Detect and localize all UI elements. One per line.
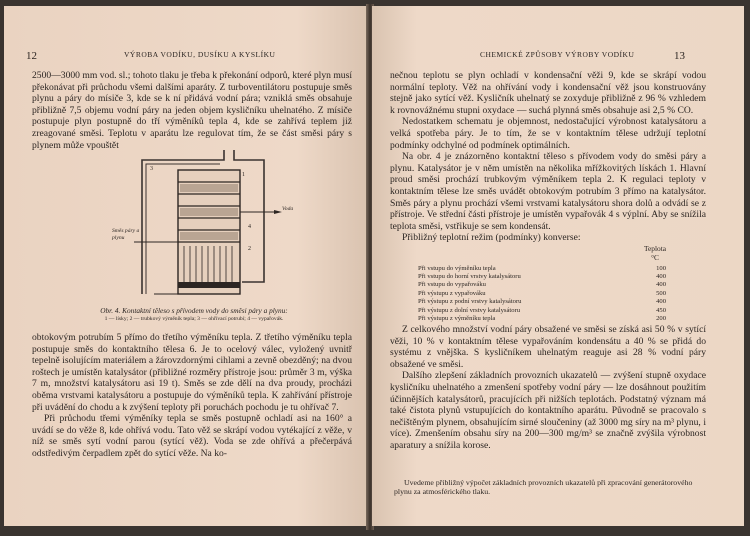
table-row <box>418 306 666 314</box>
left-bottom-text: obtokovým potrubím 5 přímo do třetího výměníku tepla. Z třetího výměníku tepla postupuje směs do kontaktního tělesa 6. Je to ocelový válec, vyložený uvnitř tepelně isolujícím materiálem a žárovzdornými cihlami a zevně obezděný; na dvou roštech je umístěn katalysátor (přibližné rozměry přístroje jsou: průměr 3 m, výška 7 m, množství katalysátoru asi 19 t). Směs se zde dělí na dva proudy, procházi oběma vrstvami katalysátoru a postupuje do výměníků tepla. K zahřívání přístroje při uvádění do chodu a k zvýšení teploty při poruchách pochodu je tu ohřívač 7. Při průchodu třemi výměníky tepla se směs postupně ochladí asi na 160° a uvádí se do věže 8, kde ohřívá vodu. Tato věž se skrápí vodou vytékající z věže, v níž se směs sytí vodní parou (sytící věž). Voda se zde ohřívá a přečerpává odstředivým čerpadlem zpět do sytící věže. Na ko- <box>32 332 352 459</box>
table-row <box>418 264 666 272</box>
temperature-table <box>418 264 666 323</box>
figure-caption: Obr. 4. Kontaktní těleso s přívodem vody do směsi páry a plynu: 1 — lísky; 2 — trubkový výměník tepla; 3 — ohřívací potrubí; 4 — vypařovák. <box>100 306 288 322</box>
table-row-label: Při vstupu do vypařováku <box>418 281 486 289</box>
table-row-value: 500 <box>656 289 666 297</box>
figure-label-mixture: Směs páry a plynu <box>112 228 140 241</box>
figure-number-4: 4 <box>248 224 251 230</box>
table-row <box>418 272 666 280</box>
left-running-head: VÝROBA VODÍKU, DUSÍKU A KYSLÍKU <box>124 50 276 59</box>
footnote: Uvedeme přibližný výpočet základních provozních ukazatelů při zpracování generátorového plynu za atmosférického tlaku. <box>394 478 693 497</box>
table-row-label: Při výstupu z výměníku tepla <box>418 315 496 323</box>
contact-vessel-diagram <box>114 142 314 302</box>
left-page <box>4 6 370 526</box>
right-running-head: CHEMICKÉ ZPŮSOBY VÝROBY VODÍKU <box>480 50 635 59</box>
temperature-table-header: Teplota °C <box>644 244 667 262</box>
right-page <box>372 6 744 526</box>
right-page-number: 13 <box>674 50 685 62</box>
figure-label-water: Voda <box>282 206 294 212</box>
table-row <box>418 289 666 297</box>
left-page-number: 12 <box>26 50 37 62</box>
table-row-label: Při výstupu z podní vrstvy katalysátoru <box>418 298 522 306</box>
table-row <box>418 281 666 289</box>
contact-vessel-figure <box>114 142 314 302</box>
table-row <box>418 314 666 322</box>
table-row-value: 100 <box>656 264 666 272</box>
figure-number-1: 1 <box>242 172 245 178</box>
table-row-value: 400 <box>656 281 666 289</box>
left-top-paragraph: 2500—3000 mm vod. sl.; tohoto tlaku je třeba k překonání odporů, které plyn musí překonávat při průchodu všemi dalšími aparáty. Z turboventilátoru postupuje směs plynu a páry do mísiče 3, kde se k ní přidává vodní pára; vzniklá směs obsahuje přibližně 7,5 objemu vodní páry na jeden objem kysličníku uhelnatého. Z mísiče postupuje plyn postupně do tří výměníků tepla 4, kde se zahřívá teplem již zreagované směsi. Teplotu v aparátu lze regulovat tím, že se část směsi páry s plynem může vpouštět <box>32 70 352 151</box>
table-row-value: 400 <box>656 273 666 281</box>
table-row-label: Při výstupu z vypařováku <box>418 289 486 297</box>
table-row-value: 450 <box>656 306 666 314</box>
table-row-label: Při vstupu do výměníku tepla <box>418 264 496 272</box>
table-row-value: 400 <box>656 298 666 306</box>
table-row-label: Při vstupu do horní vrstvy katalysátoru <box>418 273 521 281</box>
figure-number-3: 3 <box>150 166 153 172</box>
right-bottom-text: Z celkového množství vodní páry obsažené ve směsi se získá asi 50 % v sytící věži, 10 % v kontaktním tělese vypařováním kondensátu a 40 % se přidá do systému z vnějška. S kysličníkem uhelnatým reaguje asi 28 % vodní páry obsažené ve směsi. Dalšího zlepšení základních provozních ukazatelů — zvýšení stupně oxydace kysličníku uhelnatého a zmenšení spotřeby vodní páry — lze dosáhnout použitím účinnějších katalysátorů, pracujících při nižších teplotách. Podstatný význam má také čistota plynů vstupujících do kontaktního aparátu. Původně se pracovalo s nečištěným plynem, obsahujícím sirné sloučeniny (až 3000 mg síry na m³ plynu, i více). Zmenšením obsahu síry na 200—300 mg/m³ se značně zvýšila výrobnost aparatury a snížila korose. <box>390 324 706 451</box>
table-row-label: Při výstupu z dolní vrstvy katalysátoru <box>418 306 521 314</box>
table-row-value: 200 <box>656 315 666 323</box>
table-row <box>418 298 666 306</box>
right-top-text: nečnou teplotu se plyn ochladí v kondensační věži 9, kde se skrápí vodou normální teploty. Věž na ohřívání vody i kondensační věž jsou konstruovány stejně jako sytící věž. Kysličník uhelnatý se zoxyduje přibližně z 96 % vzhledem k rovnovážnému stupni oxydace — suchá plynná směs obsahuje asi 2,5 % CO. Nedostatkem schematu je objemnost, nedostačující výrobnost katalysátoru a velká spotřeba páry. Je to tím, že se v kontaktním tělese udržují teplotní podmínky odchylné od podmínek optimálních. Na obr. 4 je znázorněno kontaktní těleso s přívodem vody do směsi páry a plynu. Katalysátor je v něm umístěn na několika mřížkovitých lískách 1. Hlavní proud směsi prochází trubkovým výměníkem tepla 2. K regulaci teploty v kontaktním tělese lze směs uvádět obtokovým potrubím 3 přímo na katalysátor. Směs páry a plynu prochází všemi vrstvami katalysátoru shora dolů a odvádí se z přístroje. Ve střední části přístroje je umístěn vypařovák 4 s výplní. Aby se snížila teplota směsi, vstřikuje se sem kondensát. Přibližný teplotní režim (podmínky) konverse: <box>390 70 706 244</box>
figure-number-2: 2 <box>248 246 251 252</box>
